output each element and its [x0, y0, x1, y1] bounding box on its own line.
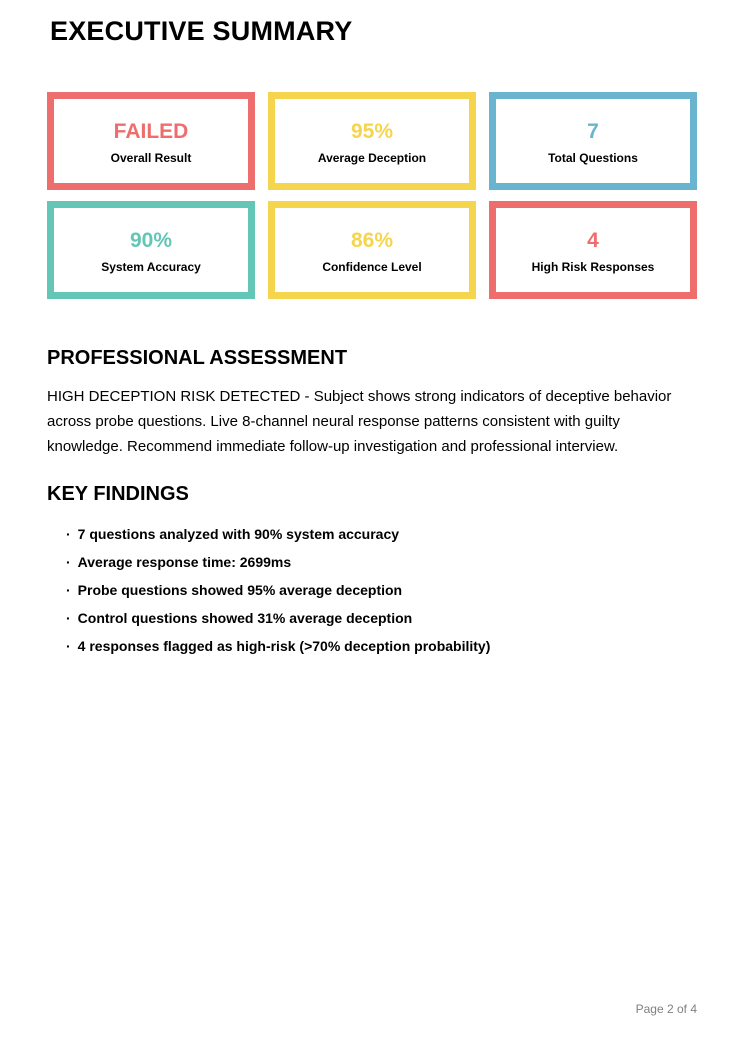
- metric-label: Average Deception: [317, 151, 427, 165]
- key-findings-section: [47, 482, 697, 655]
- metric-label: Confidence Level: [322, 260, 422, 274]
- metric-value: 90%: [129, 229, 173, 252]
- metric-label: Total Questions: [548, 151, 638, 165]
- assessment-text: HIGH DECEPTION RISK DETECTED - Subject shows strong indicators of deceptive behavior across probe questions. Live 8-channel neural response patterns consistent with guilty knowledge. Recommend immediate follow-up investigation and professional interview.: [47, 388, 672, 455]
- section-heading-key-findings: KEY FINDINGS: [47, 483, 189, 505]
- professional-assessment-section: [47, 346, 697, 459]
- metric-card-average-deception: [268, 92, 476, 190]
- metric-label: High Risk Responses: [531, 260, 655, 274]
- key-finding-item: · Control questions showed 31% average deception: [66, 609, 697, 627]
- metric-card-overall-result: [47, 92, 255, 190]
- key-finding-item: · 7 questions analyzed with 90% system accuracy: [66, 525, 697, 543]
- metric-value: 95%: [350, 120, 394, 143]
- metric-card-total-questions: [489, 92, 697, 190]
- metric-card-system-accuracy: [47, 201, 255, 299]
- metric-card-high-risk-responses: [489, 201, 697, 299]
- metric-value: FAILED: [113, 120, 189, 143]
- metric-value: 4: [587, 229, 599, 252]
- metric-card-confidence-level: [268, 201, 476, 299]
- metric-label: Overall Result: [110, 151, 192, 165]
- key-findings-list: [47, 525, 697, 655]
- key-finding-item: · Probe questions showed 95% average deception: [66, 581, 697, 599]
- metric-value: 7: [587, 120, 599, 143]
- section-heading-professional-assessment: PROFESSIONAL ASSESSMENT: [47, 347, 348, 369]
- key-finding-item: · Average response time: 2699ms: [66, 553, 697, 571]
- metric-value: 86%: [350, 229, 394, 252]
- summary-cards-grid: [47, 92, 697, 299]
- key-finding-item: · 4 responses flagged as high-risk (>70% deception probability): [66, 637, 697, 655]
- page-title: EXECUTIVE SUMMARY: [50, 16, 353, 46]
- metric-label: System Accuracy: [101, 260, 201, 274]
- page-number: Page 2 of 4: [635, 1002, 697, 1016]
